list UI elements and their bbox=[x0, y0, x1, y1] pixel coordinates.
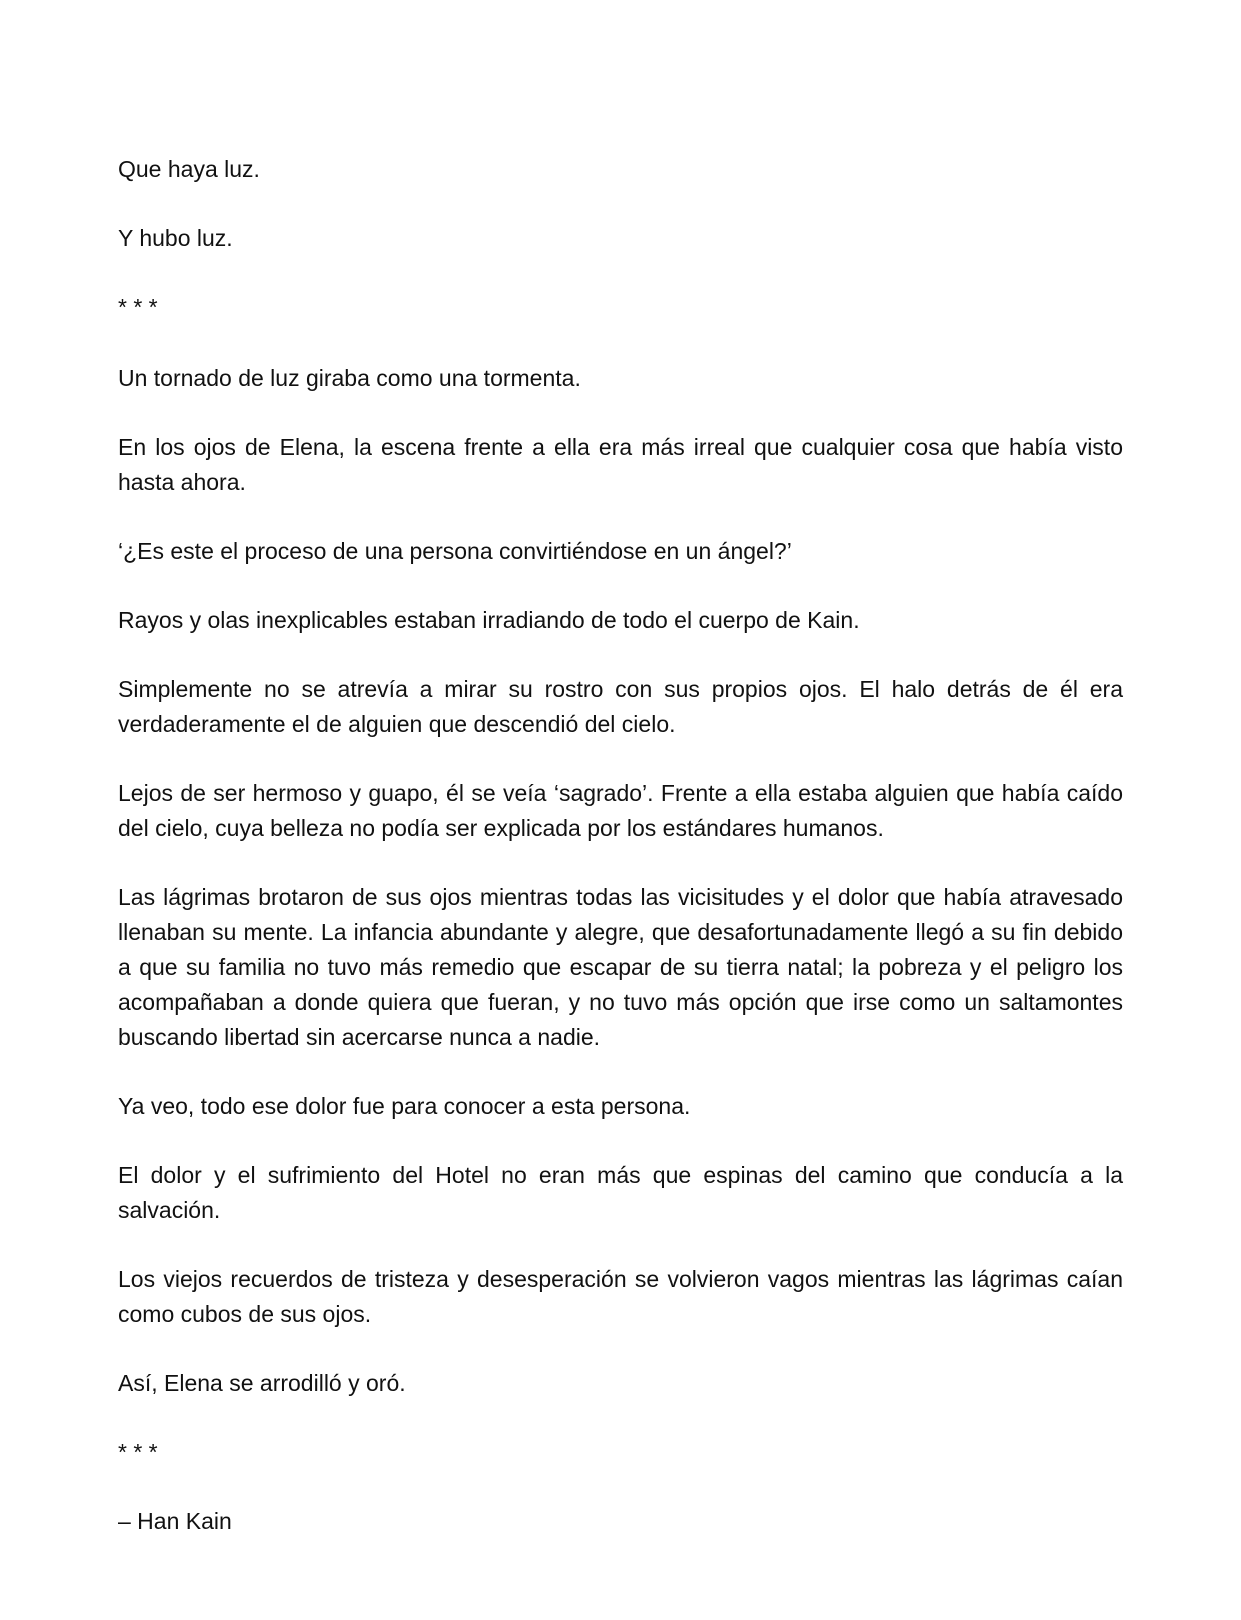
paragraph: Y hubo luz. bbox=[118, 225, 233, 251]
body-text bbox=[118, 152, 1123, 1573]
paragraph: Rayos y olas inexplicables estaban irradiando de todo el cuerpo de Kain. bbox=[118, 607, 860, 633]
paragraph: Que haya luz. bbox=[118, 156, 260, 182]
paragraph: Las lágrimas brotaron de sus ojos mientras todas las vicisitudes y el dolor que había atravesado llenaban su mente. La infancia abundante y alegre, que desafortunadamente llegó a su fin debido a que su familia no tuvo más remedio que escapar de su tierra natal; la pobreza y el peligro los acompañaban a donde quiera que fueran, y no tuvo más opción que irse como un saltamontes buscando libertad sin acercarse nunca a nadie. bbox=[118, 884, 1123, 1050]
paragraph: Así, Elena se arrodilló y oró. bbox=[118, 1370, 406, 1396]
paragraph: Un tornado de luz giraba como una tormenta. bbox=[118, 365, 581, 391]
scene-break: * * * bbox=[118, 1439, 158, 1465]
paragraph: ‘¿Es este el proceso de una persona convirtiéndose en un ángel?’ bbox=[118, 538, 792, 564]
paragraph: El dolor y el sufrimiento del Hotel no eran más que espinas del camino que conducía a la salvación. bbox=[118, 1162, 1123, 1223]
paragraph: Ya veo, todo ese dolor fue para conocer a esta persona. bbox=[118, 1093, 691, 1119]
paragraph: Simplemente no se atrevía a mirar su rostro con sus propios ojos. El halo detrás de él era verdaderamente el de alguien que descendió del cielo. bbox=[118, 676, 1123, 737]
paragraph: En los ojos de Elena, la escena frente a ella era más irreal que cualquier cosa que había visto hasta ahora. bbox=[118, 434, 1123, 495]
scene-break: * * * bbox=[118, 294, 158, 320]
paragraph: Lejos de ser hermoso y guapo, él se veía ‘sagrado’. Frente a ella estaba alguien que había caído del cielo, cuya belleza no podía ser explicada por los estándares humanos. bbox=[118, 780, 1123, 841]
author-signature: – Han Kain bbox=[118, 1508, 232, 1534]
paragraph: Los viejos recuerdos de tristeza y desesperación se volvieron vagos mientras las lágrimas caían como cubos de sus ojos. bbox=[118, 1266, 1123, 1327]
